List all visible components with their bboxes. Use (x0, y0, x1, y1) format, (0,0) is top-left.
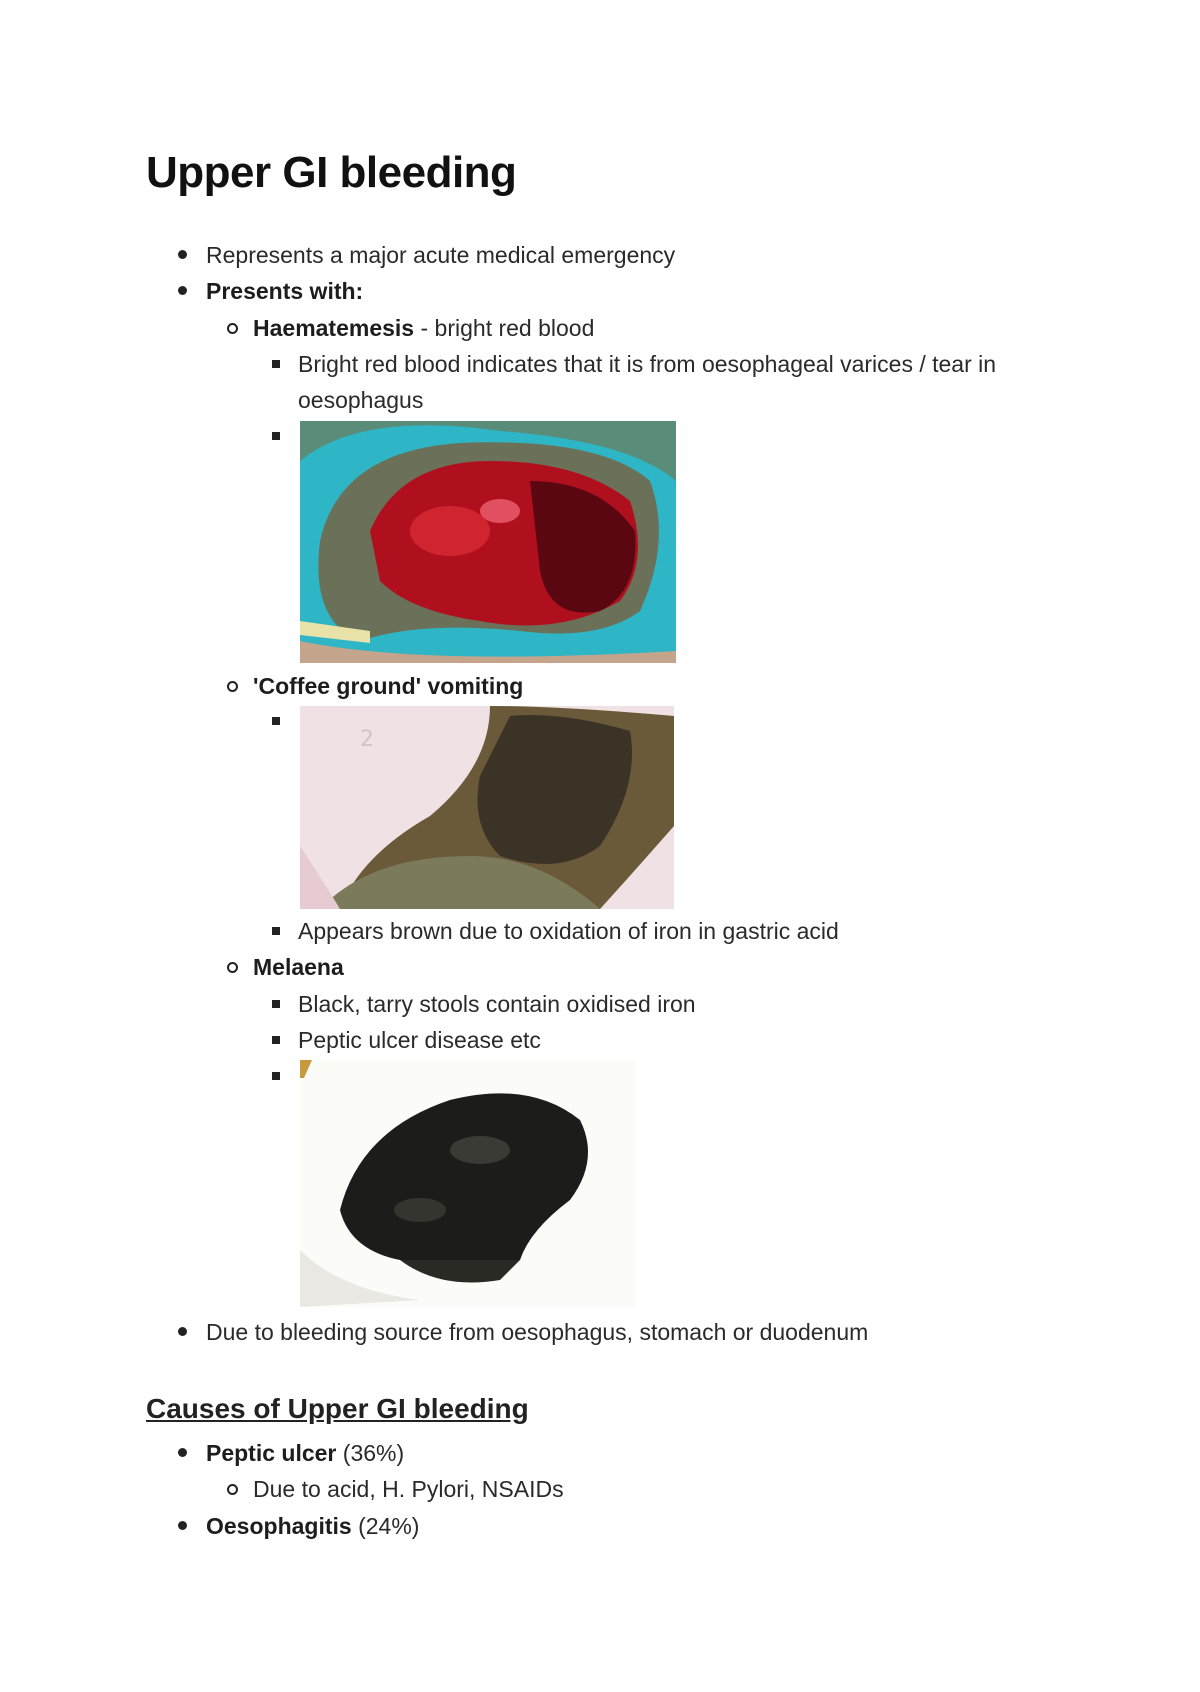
list-item (206, 273, 363, 309)
list-item-melaena (253, 949, 344, 985)
melaena-image (300, 1060, 636, 1307)
bullet-marker (272, 1072, 280, 1080)
coffee-ground-photo (300, 706, 674, 909)
melaena-label: Melaena (253, 954, 344, 980)
bullet-text: Due to acid, H. Pylori, NSAIDs (253, 1476, 564, 1502)
coffee-ground-label: 'Coffee ground' vomiting (253, 673, 524, 699)
list-item (298, 1022, 541, 1058)
cause-percent: (24%) (351, 1513, 420, 1539)
bullet-text: Appears brown due to oxidation of iron in gastric acid (298, 918, 839, 944)
bullet-text: oesophagus (298, 387, 424, 413)
bullet-text: Presents with: (206, 278, 364, 304)
section-heading-causes: Causes of Upper GI bleeding (146, 1393, 529, 1424)
list-item-haematemesis (253, 310, 594, 346)
melaena-photo (300, 1060, 636, 1307)
list-item-continuation (298, 382, 423, 418)
page-title: Upper GI bleeding (146, 148, 517, 197)
list-item (206, 1314, 868, 1350)
list-item (298, 346, 996, 382)
bullet-marker (272, 432, 280, 440)
haematemesis-desc: - bright red blood (414, 315, 595, 341)
list-item-coffee-ground (253, 668, 523, 704)
list-item (298, 986, 696, 1022)
haematemesis-image (300, 421, 676, 663)
list-item (298, 913, 839, 949)
bullet-text: Peptic ulcer disease etc (298, 1027, 541, 1053)
coffee-ground-image (300, 706, 674, 909)
list-item-oesophagitis (206, 1508, 419, 1544)
bullet-marker (272, 717, 280, 725)
haematemesis-photo (300, 421, 676, 663)
svg-text:2: 2 (360, 727, 374, 752)
bullet-text: Due to bleeding source from oesophagus, stomach or duodenum (206, 1319, 869, 1345)
cause-label: Peptic ulcer (206, 1440, 337, 1466)
list-item (253, 1471, 564, 1507)
list-item-peptic-ulcer (206, 1435, 404, 1471)
list-item (206, 237, 675, 273)
cause-percent: (36%) (336, 1440, 405, 1466)
haematemesis-label: Haematemesis (253, 315, 415, 341)
cause-label: Oesophagitis (206, 1513, 352, 1539)
bullet-text: Represents a major acute medical emergency (206, 242, 676, 268)
bullet-text: Bright red blood indicates that it is from oesophageal varices / tear in (298, 351, 997, 377)
bullet-text: Black, tarry stools contain oxidised iron (298, 991, 696, 1017)
